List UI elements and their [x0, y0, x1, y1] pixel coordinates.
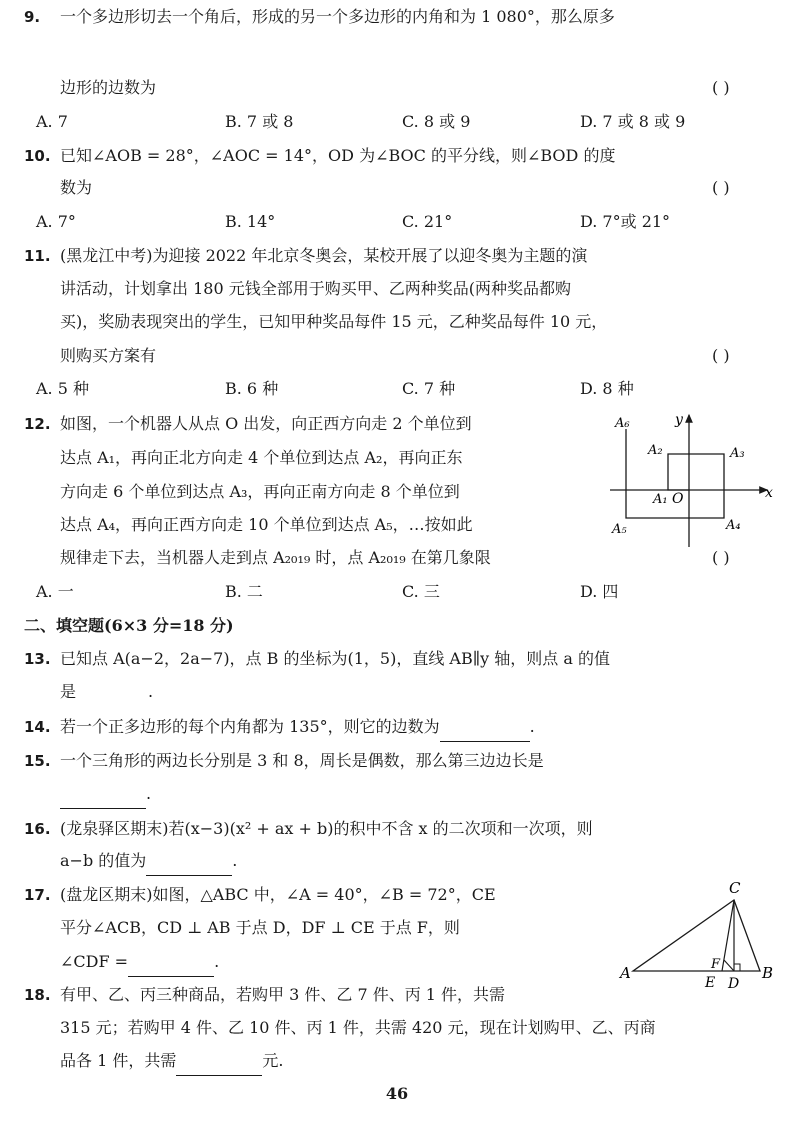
robot-path-figure	[605, 405, 785, 553]
question-text: 达点 A₄，再向正西方向走 10 个单位到达点 A₅，…按如此	[60, 515, 473, 534]
question-text: 则购买方案有	[60, 346, 157, 365]
answer-parenthesis: ( )	[712, 78, 730, 97]
answer-parenthesis: ( )	[712, 548, 730, 567]
label-a1: A₁	[653, 492, 668, 507]
question-number: 16.	[24, 820, 51, 838]
question-number: 10.	[24, 147, 51, 165]
answer-blank[interactable]	[176, 1055, 262, 1076]
question-number: 12.	[24, 415, 51, 433]
segment-df	[724, 960, 734, 971]
option-c: C. 7 种	[402, 379, 456, 398]
question-text: 平分∠ACB，CD ⊥ AB 于点 D，DF ⊥ CE 于点 F，则	[60, 918, 460, 937]
question-text: 品各 1 件，共需	[60, 1051, 177, 1070]
option-c: C. 21°	[402, 212, 453, 231]
question-text: .	[232, 851, 238, 870]
option-b: B. 7 或 8	[225, 112, 294, 131]
question-text: 如图，一个机器人从点 O 出发，向正西方向走 2 个单位到	[60, 414, 472, 433]
page-number: 46	[385, 1084, 409, 1103]
option-d: D. 7°或 21°	[580, 212, 671, 231]
question-text: 方向走 6 个单位到达点 A₃，再向正南方向走 8 个单位到	[60, 482, 460, 501]
question-text-row	[60, 779, 151, 809]
question-number: 13.	[24, 650, 51, 668]
question-text: (黑龙江中考)为迎接 2022 年北京冬奥会，某校开展了以迎冬奥为主题的演	[60, 246, 588, 265]
option-b: B. 6 种	[225, 379, 279, 398]
right-angle-mark	[734, 964, 740, 971]
question-number: 17.	[24, 886, 51, 904]
section-title: 二、填空题(6×3 分=18 分)	[24, 616, 234, 635]
question-text: (龙泉驿区期末)若(x−3)(x² + ax + b)的积中不含 x 的二次项和一次项，则	[60, 819, 593, 838]
question-number: 18.	[24, 986, 51, 1004]
label-o: O	[672, 491, 684, 507]
question-text: 元.	[262, 1051, 284, 1070]
question-text: 是	[60, 682, 77, 701]
answer-blank[interactable]	[60, 788, 146, 809]
question-number: 15.	[24, 752, 51, 770]
label-a4: A₄	[726, 518, 741, 533]
question-text: 若一个正多边形的每个内角都为 135°，则它的边数为	[60, 717, 440, 736]
label-a: A	[620, 964, 631, 982]
label-a3: A₃	[730, 446, 745, 461]
option-c: C. 8 或 9	[402, 112, 471, 131]
question-text: 已知点 A(a−2，2a−7)，点 B 的坐标为(1，5)，直线 AB∥y 轴，则点 a 的值	[60, 649, 610, 668]
label-a6: A₆	[615, 416, 630, 431]
option-c: C. 三	[402, 582, 440, 601]
triangle-abc	[633, 900, 760, 971]
question-text: .	[146, 784, 152, 803]
option-a: A. 7	[36, 112, 68, 131]
option-b: B. 14°	[225, 212, 276, 231]
question-text-row	[60, 677, 153, 707]
question-text: 数为	[60, 178, 93, 197]
label-y: y	[675, 412, 683, 428]
label-d: D	[728, 976, 740, 992]
label-a5: A₅	[612, 522, 627, 537]
answer-blank[interactable]	[76, 687, 148, 707]
question-text: .	[148, 682, 154, 701]
question-number: 11.	[24, 247, 51, 265]
answer-blank[interactable]	[146, 855, 232, 876]
question-text: 边形的边数为	[60, 78, 157, 97]
question-text: .	[214, 952, 220, 971]
triangle-svg	[616, 878, 784, 994]
question-text-row	[60, 1046, 283, 1076]
label-x: x	[765, 485, 773, 501]
question-text-row	[60, 846, 237, 876]
option-b: B. 二	[225, 582, 263, 601]
question-text: 达点 A₁，再向正北方向走 4 个单位到达点 A₂，再向正东	[60, 448, 463, 467]
label-c: C	[729, 879, 741, 897]
label-e: E	[705, 975, 716, 991]
question-text: a−b 的值为	[60, 851, 147, 870]
question-text: 一个多边形切去一个角后，形成的另一个多边形的内角和为 1 080°，那么原多	[60, 7, 615, 26]
question-number: 14.	[24, 718, 51, 736]
label-b: B	[762, 964, 774, 982]
label-f: F	[711, 957, 721, 972]
question-text: 一个三角形的两边长分别是 3 和 8，周长是偶数，那么第三边边长是	[60, 751, 544, 770]
option-d: D. 7 或 8 或 9	[580, 112, 686, 131]
option-d: D. 四	[580, 582, 619, 601]
question-number: 9.	[24, 8, 41, 26]
option-d: D. 8 种	[580, 379, 634, 398]
option-a: A. 一	[36, 582, 74, 601]
answer-parenthesis: ( )	[712, 346, 730, 365]
question-text-row	[60, 947, 219, 977]
question-text: .	[529, 717, 535, 736]
question-text: ∠CDF =	[60, 952, 129, 971]
label-a2: A₂	[648, 443, 663, 458]
triangle-figure	[616, 878, 784, 994]
answer-blank[interactable]	[128, 956, 214, 977]
question-text: 315 元；若购甲 4 件、乙 10 件、丙 1 件，共需 420 元，现在计划购甲、乙、丙商	[60, 1018, 656, 1037]
answer-blank[interactable]	[440, 721, 530, 742]
question-text-row	[60, 712, 535, 742]
question-text: (盘龙区期末)如图，△ABC 中，∠A = 40°，∠B = 72°，CE	[60, 885, 496, 904]
option-a: A. 7°	[36, 212, 76, 231]
robot-path-svg	[605, 405, 785, 553]
answer-parenthesis: ( )	[712, 178, 730, 197]
question-text: 规律走下去，当机器人走到点 A₂₀₁₉ 时，点 A₂₀₁₉ 在第几象限	[60, 548, 491, 567]
option-a: A. 5 种	[36, 379, 89, 398]
question-text: 讲活动，计划拿出 180 元钱全部用于购买甲、乙两种奖品(两种奖品都购	[60, 279, 571, 298]
question-text: 有甲、乙、丙三种商品，若购甲 3 件、乙 7 件、丙 1 件，共需	[60, 985, 506, 1004]
question-text: 已知∠AOB = 28°，∠AOC = 14°，OD 为∠BOC 的平分线，则∠BOD 的度	[60, 146, 616, 165]
question-text: 买)，奖励表现突出的学生，已知甲种奖品每件 15 元，乙种奖品每件 10 元，	[60, 312, 608, 331]
